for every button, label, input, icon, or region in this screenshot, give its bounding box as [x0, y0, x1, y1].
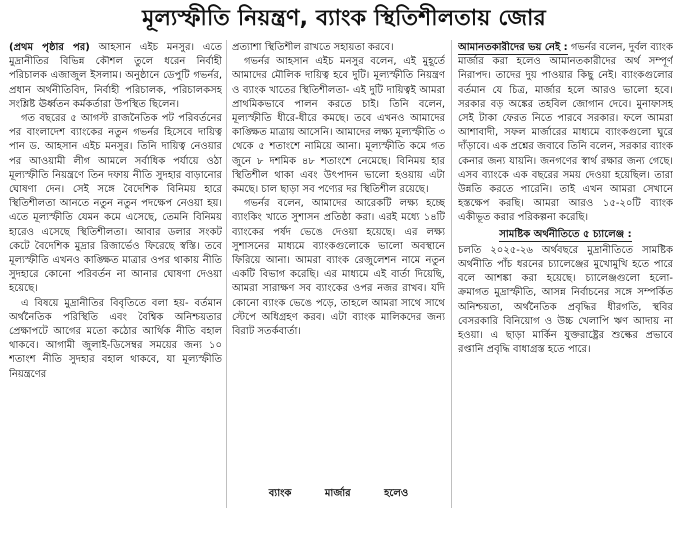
- subheading: সামষ্টিক অর্থনীতিতে ৫ চ্যালেঞ্জ :: [499, 228, 632, 240]
- headline: মূল্যস্ফীতি নিয়ন্ত্রণ, ব্যাংক স্থিতিশীলতায় জোর: [142, 6, 546, 31]
- article-column-1: [9, 41, 222, 507]
- column-footer-subhead: ব্যাংক মার্জার হলেও: [268, 488, 409, 499]
- continuation-label: (প্রথম পৃষ্ঠার পর): [9, 42, 90, 53]
- article-column-2: [232, 41, 445, 507]
- paragraph: প্রত্যাশা স্থিতিশীল রাখতে সহায়তা করবে।: [232, 42, 394, 53]
- paragraph: [458, 41, 673, 226]
- subheading: আমানতকারীদের ভয় নেই :: [458, 42, 568, 53]
- paragraph: এ বিষয়ে মুদ্রানীতির বিবৃতিতে বলা হয়- বর্তমান অর্থনৈতিক পরিস্থিতি এবং বৈশ্বিক অনিশ্চয়তার প্রেক্ষাপটে আগের মতো কঠোর আর্থিক নীতি বহাল থাকবে। আগামী জুলাই-ডিসেম্বর সময়ের জন্য ১০ শতাংশ নীতি সুদহার বহাল থাকবে, যা মূল্যস্ফীতি নিয়ন্ত্রণের: [9, 297, 222, 380]
- paragraph-text: আহসান এইচ মনসুর। এতে মুদ্রানীতির বিভিন্ন কৌশল তুলে ধরেন নির্বাহী পরিচালক এজাজুল ইসলাম। অনুষ্ঠানে ডেপুটি গভর্নর, প্রধান অর্থনীতিবিদ, নির্বাহী পরিচালক, পরিচালকসহ সংশ্লিষ্ট ঊর্ধ্বতন কর্মকর্তারা উপস্থিত ছিলেন।: [9, 42, 222, 110]
- paragraph: চলতি ২০২৫-২৬ অর্থবছরে মুদ্রানীতিতে সামষ্টিক অর্থনীতি পাঁচ ধরনের চ্যালেঞ্জের মুখোমুখি হতে পারে বলে আশঙ্কা করা হয়েছে। চ্যালেঞ্জগুলো হলো- ক্রমাগত মুদ্রাস্ফীতি, আসন্ন নির্বাচনের সঙ্গে সম্পর্কিত অনিশ্চয়তা, অর্থনৈতিক প্রবৃদ্ধির ধীরগতি, স্থবির বেসরকারি বিনিয়োগ ও উচ্চ খেলাপি ঋণ আদায় না হওয়া। এ ছাড়া মার্কিন যুক্তরাষ্ট্রের শুল্কের প্রভাবে রপ্তানি প্রবৃদ্ধি বাধাগ্রস্ত হতে পারে।: [458, 244, 673, 356]
- paragraph: গভর্নর বলেন, আমাদের আরেকটি লক্ষ্য হচ্ছে ব্যাংকিং খাতে সুশাসন প্রতিষ্ঠা করা। এরই মধ্যে ১৪টি ব্যাংকের পর্ষদ ভেঙে দেওয়া হয়েছে। এর লক্ষ্য সুশাসনের মাধ্যমে ব্যাংকগুলোকে ভালো অবস্থানে ফিরিয়ে আনা। আমরা ব্যাংক রেজুলেশন নামে নতুন একটি বিভাগ করেছি। এর মাধ্যমে এই বার্তা দিয়েছি, আমরা সারাক্ষণ সব ব্যাংকের ওপর নজর রাখব। যদি কোনো ব্যাংক ভেঙে পড়ে, তাহলে আমরা সাথে সাথে স্টেপে অধিগ্রহণ করব। এটা ব্যাংক মালিকদের জন্য বিরাট সতর্কবার্তা।: [232, 198, 445, 338]
- paragraph-text: গভর্নর বলেন, দুর্বল ব্যাংক মার্জার করা হলেও আমানতকারীদের অর্থ সম্পূর্ণ নিরাপদ। তাদের দুয় পাওয়ার কিছু নেই। ব্যাংকগুলোর বর্তমান যে চিত্র, মার্জার হলে আরও ভালো হবে। সরকার বড় অঙ্কের তহবিল জোগান দেবে। মুনাফাসহ সেই টাকা ফেরত নিতে পারবে সরকার। ফলে আমরা আশাবাদী, সফল মার্জারের মাধ্যমে ব্যাংকগুলো ঘুরে দাঁড়াবে। এক প্রশ্নের জবাবে তিনি বলেন, সরকার ব্যাংক কেনার জন্য যায়নি। জনগণের স্বার্থ রক্ষার জন্য গেছে। এসব ব্যাংকে এক বছরের সময় দেওয়া হয়েছিল। তারা উন্নতি করতে পারেনি। তাই এখন আমরা সেখানে হস্তক্ষেপ করছি। আমরা আরও ১৫-২০টি ব্যাংক একীভূত করার পরিকল্পনা করেছি।: [458, 42, 673, 224]
- paragraph: গত বছরের ৫ আগস্ট রাজনৈতিক পট পরিবর্তনের পর বাংলাদেশ ব্যাংকের নতুন গভর্নর হিসেবে দায়িত্ব পান ড. আহসান এইচ মনসুর। তিনি দায়িত্ব নেওয়ার পর আওয়ামী লীগ আমলে সর্বাধিক পর্যায়ে ওঠা মূল্যস্ফীতি নিয়ন্ত্রণে তিন দফায় নীতি সুদহার বাড়ানোর ঘোষণা দেন। সেই সঙ্গে বৈদেশিক বিনিময় হারে স্থিতিশীলতা আনতে নতুন নতুন পদক্ষেপ নেওয়া হয়। এতে মূল্যস্ফীতি যেমন কমে এসেছে, তেমনি বিনিময় হারেও এসেছে স্থিতিশীলতা। আবার ডলার সংকট কেটে বৈদেশিক মুদ্রার রিজার্ভেও ফিরেছে স্বস্তি। তবে মূল্যস্ফীতি এখনও কাঙ্ক্ষিত মাত্রার ওপর থাকায় নীতি সুদহারে কোনো পরিবর্তন না আনার ঘোষণা দেওয়া হয়েছে।: [9, 113, 222, 295]
- paragraph: [9, 41, 222, 112]
- column-divider: [451, 40, 452, 508]
- paragraph: গভর্নর আহসান এইচ মনসুর বলেন, এই মুহূর্তে আমাদের মৌলিক দায়িত্ব হবে দুটি। মূল্যস্ফীতি নিয়ন্ত্রণ ও ব্যাংক খাতের স্থিতিশীলতা- এই দুটি দায়িত্বই আমরা প্রাথমিকভাবে পালন করতে চাই। তিনি বলেন, মূল্যস্ফীতি ধীরে-ধীরে কমছে। তবে এখনও আমাদের কাঙ্ক্ষিত মাত্রায় আসেনি। আমাদের লক্ষ্য মূল্যস্ফীতি ৩ থেকে ৫ শতাংশে নামিয়ে আনা। মূল্যস্ফীতি কমে গত জুনে ৮ দশমিক ৪৮ শতাংশে নেমেছে। বিনিময় হার স্থিতিশীল থাকা এবং উৎপাদন ভালো হওয়ায় এটা কমছে। চাল ছাড়া সব পণ্যের দর স্থিতিশীল রয়েছে।: [232, 56, 445, 196]
- column-divider: [226, 40, 227, 508]
- article-column-3: [458, 41, 673, 507]
